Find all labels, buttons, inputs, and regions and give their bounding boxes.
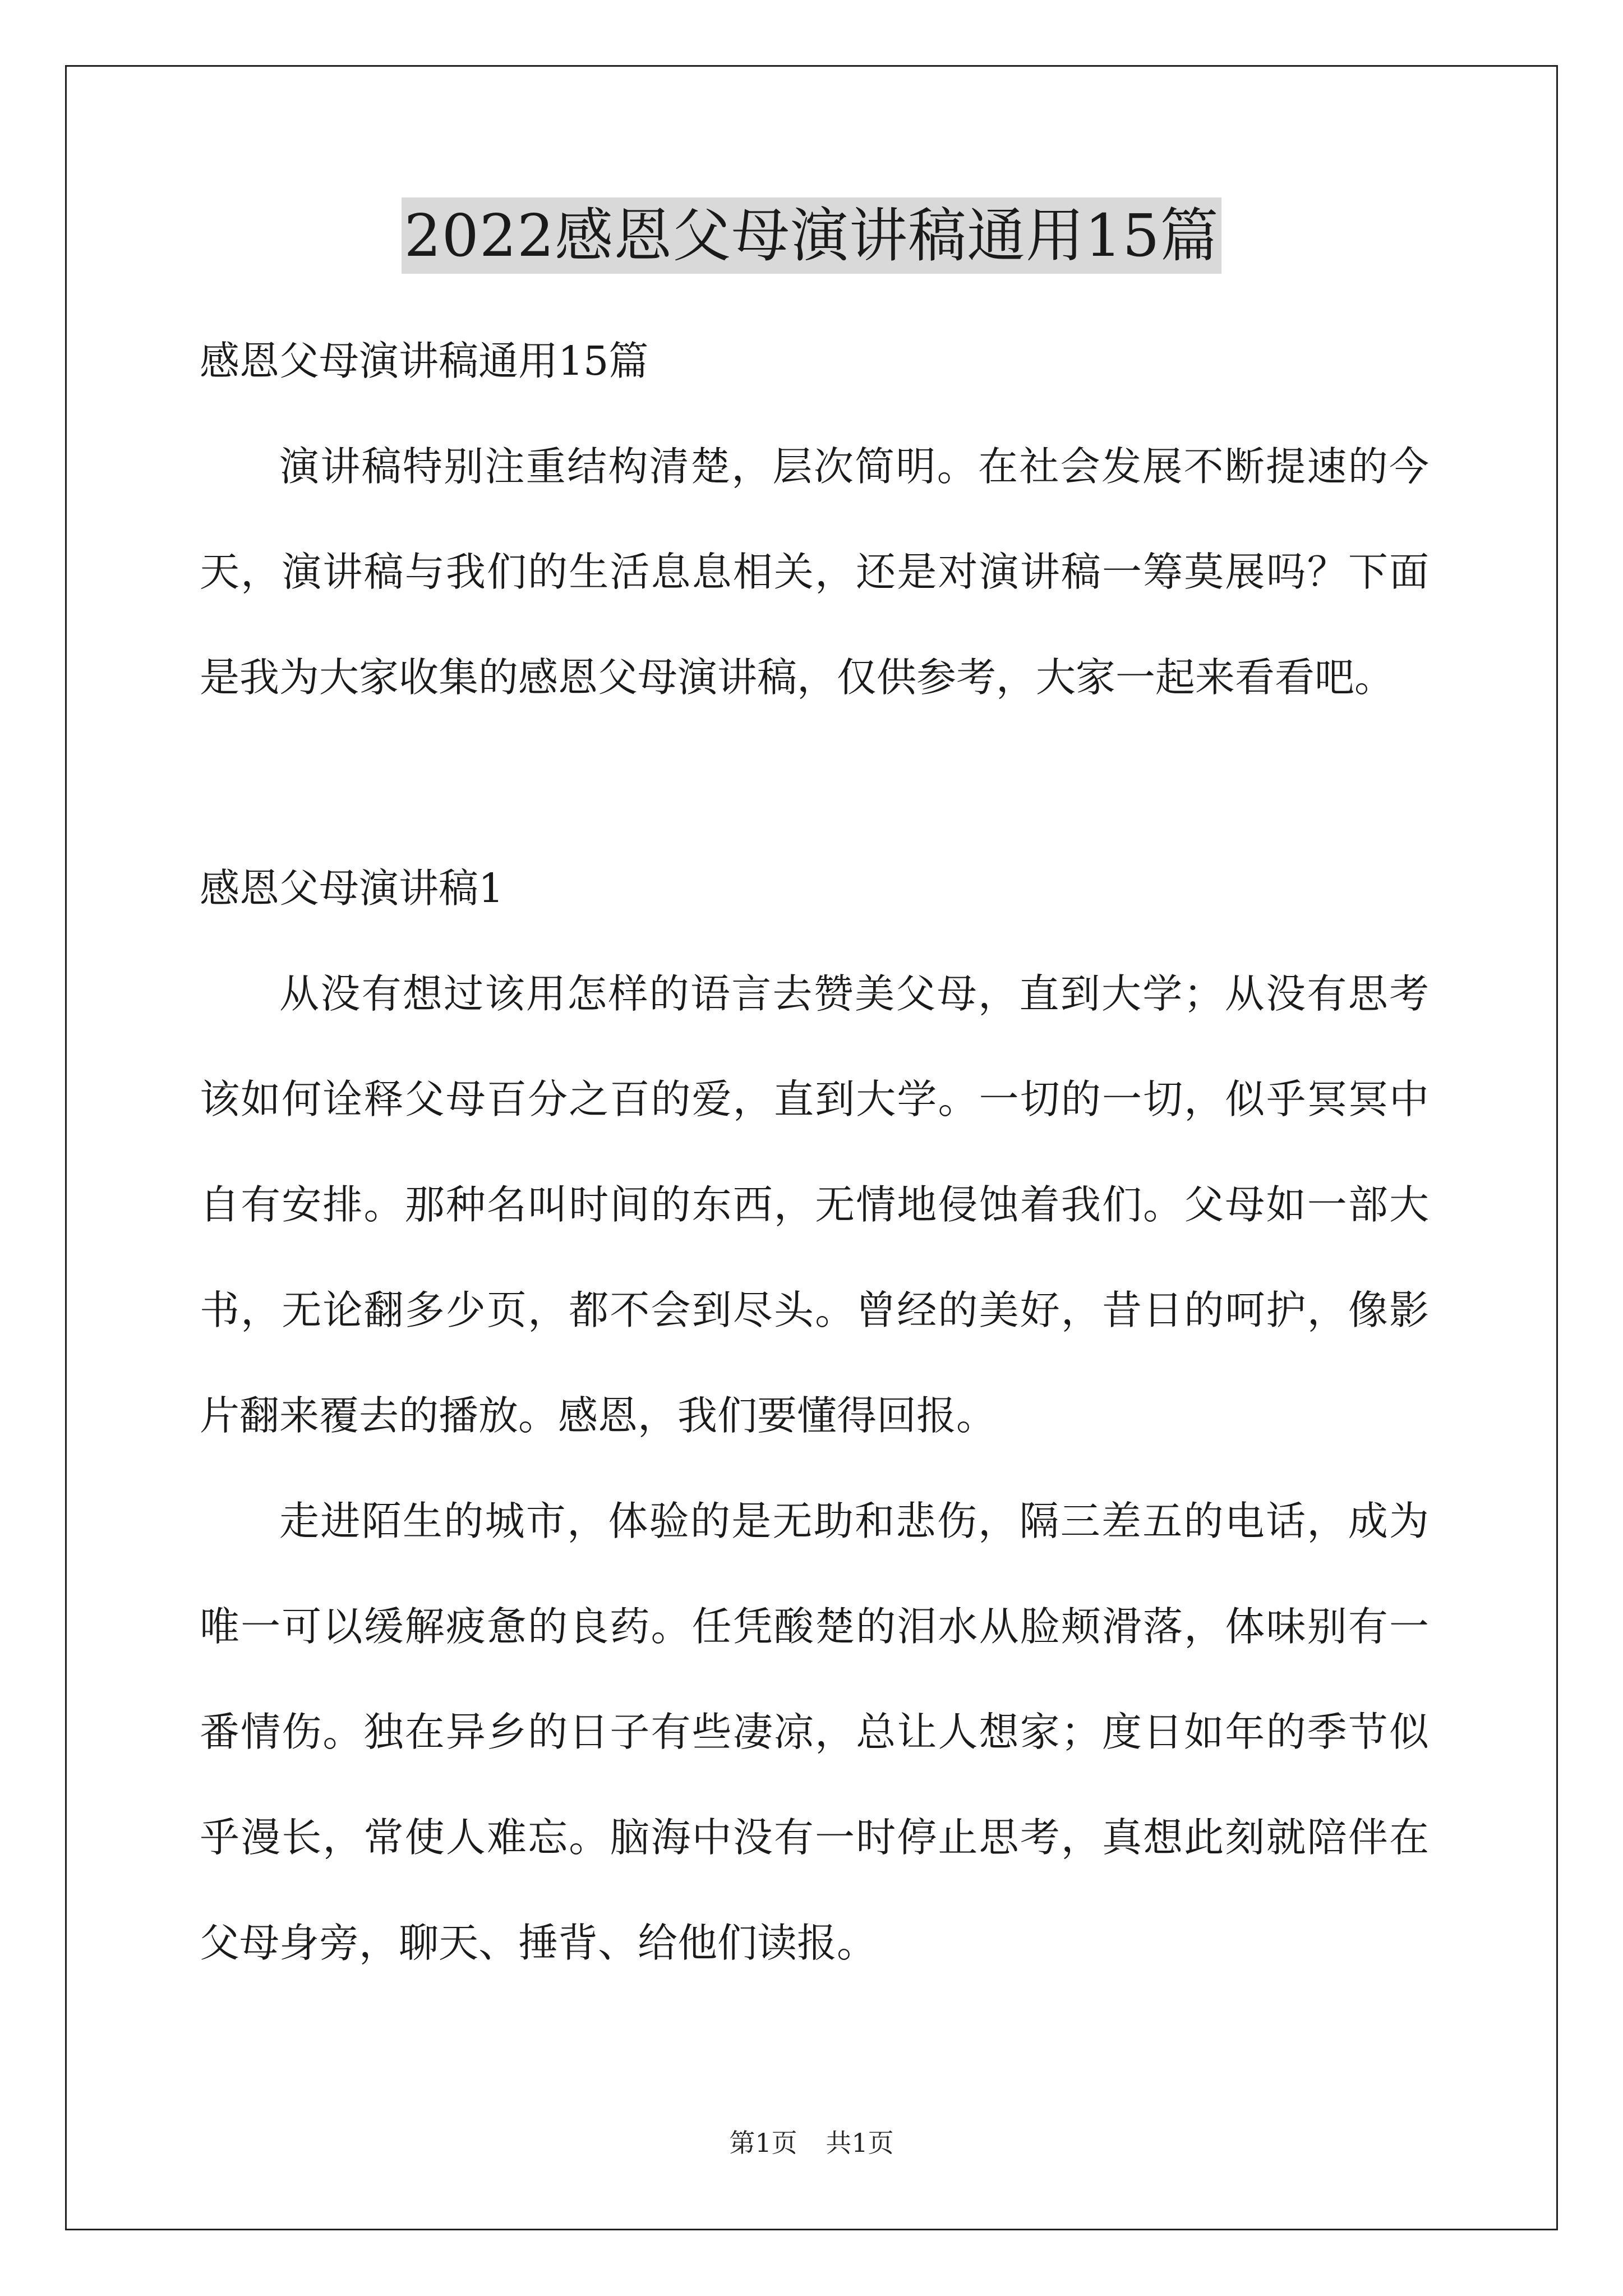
paragraph-line: 片翻来覆去的播放。感恩，我们要懂得回报。 bbox=[200, 1392, 997, 1439]
body-paragraph-1 bbox=[200, 941, 1429, 1469]
page-number: 第1页 bbox=[729, 2128, 797, 2158]
body-paragraph-2 bbox=[200, 1469, 1429, 1996]
title-container bbox=[0, 197, 1623, 274]
paragraph-line: 番情伤。独在异乡的日子有些凄凉，总让人想家；度日如年的季节似 bbox=[200, 1709, 1429, 1755]
paragraph-line: 演讲稿特别注重结构清楚，层次简明。在社会发展不断提速的今 bbox=[279, 443, 1429, 490]
document-title: 2022感恩父母演讲稿通用15篇 bbox=[402, 197, 1221, 274]
paragraph-line: 自有安排。那种名叫时间的东西，无情地侵蚀着我们。父母如一部大 bbox=[200, 1181, 1429, 1228]
page-total: 共1页 bbox=[826, 2128, 894, 2158]
page-footer bbox=[0, 2126, 1623, 2160]
paragraph-line: 唯一可以缓解疲惫的良药。任凭酸楚的泪水从脸颊滑落，体味别有一 bbox=[200, 1603, 1429, 1650]
paragraph-line: 该如何诠释父母百分之百的爱，直到大学。一切的一切，似乎冥冥中 bbox=[200, 1076, 1429, 1122]
paragraph-line: 天，演讲稿与我们的生活息息相关，还是对演讲稿一筹莫展吗？下面 bbox=[200, 549, 1429, 595]
document-body bbox=[200, 309, 1429, 1996]
blank-line bbox=[200, 730, 1429, 836]
document-subtitle: 感恩父母演讲稿通用15篇 bbox=[200, 338, 649, 384]
paragraph-line: 从没有想过该用怎样的语言去赞美父母，直到大学；从没有思考 bbox=[279, 970, 1429, 1017]
section-heading: 感恩父母演讲稿1 bbox=[200, 865, 504, 912]
paragraph-line: 书，无论翻多少页，都不会到尽头。曾经的美好，昔日的呵护，像影 bbox=[200, 1287, 1429, 1333]
paragraph-line: 是我为大家收集的感恩父母演讲稿，仅供参考，大家一起来看看吧。 bbox=[200, 654, 1395, 701]
paragraph-line: 父母身旁，聊天、捶背、给他们读报。 bbox=[200, 1920, 877, 1966]
paragraph-line: 乎漫长，常使人难忘。脑海中没有一时停止思考，真想此刻就陪伴在 bbox=[200, 1814, 1429, 1861]
intro-paragraph bbox=[200, 414, 1429, 730]
paragraph-line: 走进陌生的城市，体验的是无助和悲伤，隔三差五的电话，成为 bbox=[279, 1498, 1429, 1544]
